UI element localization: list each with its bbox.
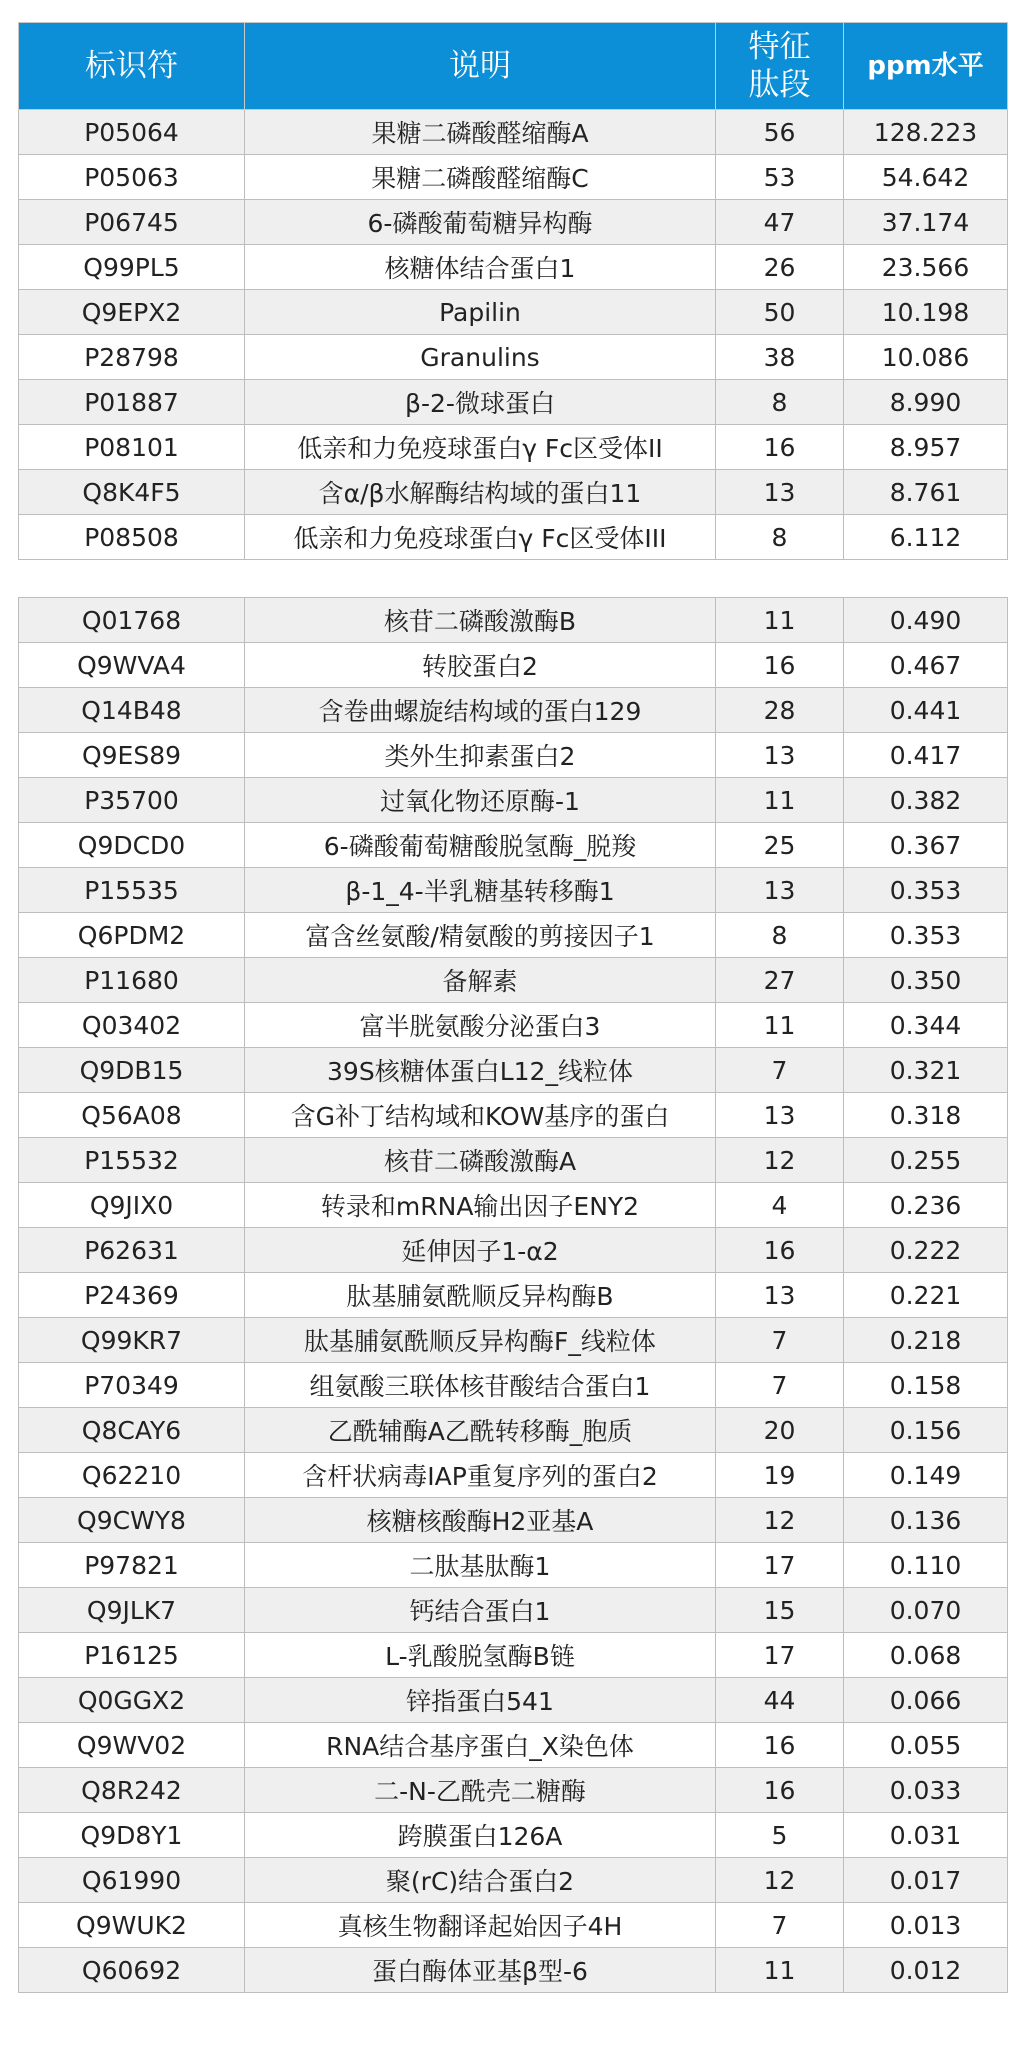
cell-id: Q8K4F5 — [19, 470, 245, 515]
cell-peptides: 53 — [716, 155, 844, 200]
cell-peptides: 16 — [716, 643, 844, 688]
table-row — [19, 245, 1008, 290]
cell-peptides: 13 — [716, 868, 844, 913]
table-row — [19, 1228, 1008, 1273]
table-row — [19, 1768, 1008, 1813]
cell-ppm: 0.382 — [844, 778, 1008, 823]
table-row — [19, 643, 1008, 688]
cell-id: Q03402 — [19, 1003, 245, 1048]
cell-description: 果糖二磷酸醛缩酶C — [245, 155, 716, 200]
cell-id: P24369 — [19, 1273, 245, 1318]
header-ppm: ppm水平 — [844, 23, 1008, 110]
cell-description: 类外生抑素蛋白2 — [245, 733, 716, 778]
cell-ppm: 0.318 — [844, 1093, 1008, 1138]
header-peptides-line1: 特征 — [748, 29, 811, 65]
cell-id: P06745 — [19, 200, 245, 245]
cell-id: P15535 — [19, 868, 245, 913]
table-row — [19, 1363, 1008, 1408]
table-body-bottom — [19, 598, 1008, 1993]
cell-peptides: 11 — [716, 598, 844, 643]
cell-id: P97821 — [19, 1543, 245, 1588]
cell-ppm: 8.761 — [844, 470, 1008, 515]
cell-ppm: 0.031 — [844, 1813, 1008, 1858]
cell-peptides: 12 — [716, 1138, 844, 1183]
cell-id: P62631 — [19, 1228, 245, 1273]
table-row — [19, 778, 1008, 823]
cell-id: Q9JIX0 — [19, 1183, 245, 1228]
cell-description: 真核生物翻译起始因子4H — [245, 1903, 716, 1948]
header-peptides — [716, 23, 844, 110]
cell-id: Q9WV02 — [19, 1723, 245, 1768]
cell-peptides: 16 — [716, 1768, 844, 1813]
cell-ppm: 0.218 — [844, 1318, 1008, 1363]
cell-ppm: 0.344 — [844, 1003, 1008, 1048]
table-row — [19, 1813, 1008, 1858]
cell-id: Q99PL5 — [19, 245, 245, 290]
cell-ppm: 0.441 — [844, 688, 1008, 733]
cell-peptides: 19 — [716, 1453, 844, 1498]
cell-ppm: 0.353 — [844, 913, 1008, 958]
table-row — [19, 1903, 1008, 1948]
cell-id: Q01768 — [19, 598, 245, 643]
cell-description: 乙酰辅酶A乙酰转移酶_胞质 — [245, 1408, 716, 1453]
cell-description: Granulins — [245, 335, 716, 380]
table-row — [19, 913, 1008, 958]
table-row — [19, 1543, 1008, 1588]
cell-peptides: 20 — [716, 1408, 844, 1453]
table-row — [19, 200, 1008, 245]
cell-peptides: 5 — [716, 1813, 844, 1858]
cell-id: Q6PDM2 — [19, 913, 245, 958]
cell-description: 含G补丁结构域和KOW基序的蛋白 — [245, 1093, 716, 1138]
cell-peptides: 13 — [716, 1273, 844, 1318]
cell-ppm: 128.223 — [844, 110, 1008, 155]
table-row — [19, 155, 1008, 200]
cell-description: 核苷二磷酸激酶A — [245, 1138, 716, 1183]
header-peptides-line2: 肽段 — [748, 67, 811, 103]
cell-id: Q14B48 — [19, 688, 245, 733]
cell-ppm: 0.221 — [844, 1273, 1008, 1318]
cell-peptides: 13 — [716, 1093, 844, 1138]
table-body-top — [19, 110, 1008, 560]
cell-description: L-乳酸脱氢酶B链 — [245, 1633, 716, 1678]
cell-description: 6-磷酸葡萄糖酸脱氢酶_脱羧 — [245, 823, 716, 868]
cell-peptides: 7 — [716, 1903, 844, 1948]
cell-peptides: 8 — [716, 515, 844, 560]
table-row — [19, 1858, 1008, 1903]
cell-peptides: 11 — [716, 1003, 844, 1048]
cell-peptides: 47 — [716, 200, 844, 245]
cell-description: RNA结合基序蛋白_X染色体 — [245, 1723, 716, 1768]
table-row — [19, 1048, 1008, 1093]
cell-description: 二肽基肽酶1 — [245, 1543, 716, 1588]
cell-description: 过氧化物还原酶-1 — [245, 778, 716, 823]
cell-ppm: 0.070 — [844, 1588, 1008, 1633]
cell-id: P01887 — [19, 380, 245, 425]
cell-description: Papilin — [245, 290, 716, 335]
cell-description: 果糖二磷酸醛缩酶A — [245, 110, 716, 155]
table-row — [19, 598, 1008, 643]
cell-ppm: 0.321 — [844, 1048, 1008, 1093]
cell-ppm: 0.353 — [844, 868, 1008, 913]
cell-description: 肽基脯氨酰顺反异构酶B — [245, 1273, 716, 1318]
cell-peptides: 11 — [716, 1948, 844, 1993]
cell-ppm: 10.198 — [844, 290, 1008, 335]
table-row — [19, 1003, 1008, 1048]
protein-table-top — [18, 22, 1008, 560]
table-row — [19, 1498, 1008, 1543]
cell-description: 二-N-乙酰壳二糖酶 — [245, 1768, 716, 1813]
cell-id: P28798 — [19, 335, 245, 380]
table-row — [19, 1138, 1008, 1183]
header-id: 标识符 — [19, 23, 245, 110]
cell-id: Q62210 — [19, 1453, 245, 1498]
cell-id: Q56A08 — [19, 1093, 245, 1138]
cell-peptides: 28 — [716, 688, 844, 733]
table-row — [19, 335, 1008, 380]
cell-description: 转录和mRNA输出因子ENY2 — [245, 1183, 716, 1228]
cell-ppm: 0.013 — [844, 1903, 1008, 1948]
cell-peptides: 8 — [716, 380, 844, 425]
cell-description: 富含丝氨酸/精氨酸的剪接因子1 — [245, 913, 716, 958]
cell-peptides: 25 — [716, 823, 844, 868]
cell-id: Q0GGX2 — [19, 1678, 245, 1723]
table-row — [19, 1633, 1008, 1678]
cell-peptides: 26 — [716, 245, 844, 290]
cell-peptides: 27 — [716, 958, 844, 1003]
cell-description: 含卷曲螺旋结构域的蛋白129 — [245, 688, 716, 733]
cell-peptides: 13 — [716, 733, 844, 778]
table-row — [19, 733, 1008, 778]
cell-ppm: 0.158 — [844, 1363, 1008, 1408]
table-row — [19, 1678, 1008, 1723]
cell-id: Q9WVA4 — [19, 643, 245, 688]
table-row — [19, 1408, 1008, 1453]
cell-id: P16125 — [19, 1633, 245, 1678]
table-row — [19, 380, 1008, 425]
cell-ppm: 8.957 — [844, 425, 1008, 470]
cell-peptides: 7 — [716, 1318, 844, 1363]
table-header — [19, 23, 1008, 110]
cell-description: 锌指蛋白541 — [245, 1678, 716, 1723]
cell-ppm: 0.490 — [844, 598, 1008, 643]
cell-description: 低亲和力免疫球蛋白γ Fc区受体II — [245, 425, 716, 470]
cell-description: 含杆状病毒IAP重复序列的蛋白2 — [245, 1453, 716, 1498]
protein-table-bottom — [18, 597, 1008, 1993]
cell-ppm: 23.566 — [844, 245, 1008, 290]
cell-id: P35700 — [19, 778, 245, 823]
table-row — [19, 515, 1008, 560]
table-row — [19, 1723, 1008, 1768]
cell-ppm: 0.236 — [844, 1183, 1008, 1228]
table-row — [19, 470, 1008, 515]
cell-id: Q8CAY6 — [19, 1408, 245, 1453]
table-row — [19, 868, 1008, 913]
cell-description: 钙结合蛋白1 — [245, 1588, 716, 1633]
cell-ppm: 54.642 — [844, 155, 1008, 200]
cell-peptides: 50 — [716, 290, 844, 335]
cell-id: Q9JLK7 — [19, 1588, 245, 1633]
table-row — [19, 1093, 1008, 1138]
cell-peptides: 15 — [716, 1588, 844, 1633]
cell-ppm: 6.112 — [844, 515, 1008, 560]
cell-ppm: 0.417 — [844, 733, 1008, 778]
cell-peptides: 38 — [716, 335, 844, 380]
cell-peptides: 11 — [716, 778, 844, 823]
cell-description: β-2-微球蛋白 — [245, 380, 716, 425]
cell-ppm: 0.149 — [844, 1453, 1008, 1498]
cell-ppm: 0.068 — [844, 1633, 1008, 1678]
cell-description: 延伸因子1-α2 — [245, 1228, 716, 1273]
cell-description: 肽基脯氨酰顺反异构酶F_线粒体 — [245, 1318, 716, 1363]
cell-id: Q60692 — [19, 1948, 245, 1993]
table-row — [19, 1183, 1008, 1228]
cell-id: Q9ES89 — [19, 733, 245, 778]
cell-peptides: 7 — [716, 1363, 844, 1408]
cell-description: 跨膜蛋白126A — [245, 1813, 716, 1858]
cell-id: Q99KR7 — [19, 1318, 245, 1363]
cell-description: 组氨酸三联体核苷酸结合蛋白1 — [245, 1363, 716, 1408]
cell-peptides: 8 — [716, 913, 844, 958]
cell-id: Q9DB15 — [19, 1048, 245, 1093]
cell-description: 6-磷酸葡萄糖异构酶 — [245, 200, 716, 245]
cell-id: Q9D8Y1 — [19, 1813, 245, 1858]
header-description: 说明 — [245, 23, 716, 110]
cell-peptides: 17 — [716, 1543, 844, 1588]
cell-peptides: 44 — [716, 1678, 844, 1723]
table-row — [19, 958, 1008, 1003]
cell-id: P70349 — [19, 1363, 245, 1408]
cell-peptides: 56 — [716, 110, 844, 155]
cell-ppm: 0.156 — [844, 1408, 1008, 1453]
cell-peptides: 12 — [716, 1858, 844, 1903]
table-row — [19, 1318, 1008, 1363]
cell-peptides: 17 — [716, 1633, 844, 1678]
cell-peptides: 4 — [716, 1183, 844, 1228]
table-row — [19, 1453, 1008, 1498]
cell-peptides: 16 — [716, 425, 844, 470]
cell-peptides: 7 — [716, 1048, 844, 1093]
cell-ppm: 0.255 — [844, 1138, 1008, 1183]
cell-ppm: 0.055 — [844, 1723, 1008, 1768]
cell-peptides: 13 — [716, 470, 844, 515]
cell-ppm: 0.012 — [844, 1948, 1008, 1993]
cell-id: Q9DCD0 — [19, 823, 245, 868]
cell-id: Q9EPX2 — [19, 290, 245, 335]
cell-description: 富半胱氨酸分泌蛋白3 — [245, 1003, 716, 1048]
cell-ppm: 0.136 — [844, 1498, 1008, 1543]
cell-id: Q61990 — [19, 1858, 245, 1903]
cell-description: 核苷二磷酸激酶B — [245, 598, 716, 643]
cell-description: 聚(rC)结合蛋白2 — [245, 1858, 716, 1903]
table-row — [19, 425, 1008, 470]
cell-id: Q9CWY8 — [19, 1498, 245, 1543]
cell-description: 含α/β水解酶结构域的蛋白11 — [245, 470, 716, 515]
cell-description: 39S核糖体蛋白L12_线粒体 — [245, 1048, 716, 1093]
table-row — [19, 1273, 1008, 1318]
cell-description: 核糖核酸酶H2亚基A — [245, 1498, 716, 1543]
table-row — [19, 290, 1008, 335]
cell-ppm: 10.086 — [844, 335, 1008, 380]
cell-peptides: 12 — [716, 1498, 844, 1543]
cell-ppm: 0.367 — [844, 823, 1008, 868]
cell-description: β-1_4-半乳糖基转移酶1 — [245, 868, 716, 913]
table-row — [19, 823, 1008, 868]
cell-peptides: 16 — [716, 1723, 844, 1768]
cell-id: P08101 — [19, 425, 245, 470]
cell-description: 核糖体结合蛋白1 — [245, 245, 716, 290]
cell-id: P05064 — [19, 110, 245, 155]
cell-ppm: 0.110 — [844, 1543, 1008, 1588]
table-row — [19, 110, 1008, 155]
table-row — [19, 688, 1008, 733]
cell-description: 蛋白酶体亚基β型-6 — [245, 1948, 716, 1993]
cell-id: Q8R242 — [19, 1768, 245, 1813]
cell-peptides: 16 — [716, 1228, 844, 1273]
cell-ppm: 0.222 — [844, 1228, 1008, 1273]
cell-ppm: 0.033 — [844, 1768, 1008, 1813]
cell-ppm: 0.467 — [844, 643, 1008, 688]
cell-ppm: 8.990 — [844, 380, 1008, 425]
cell-description: 备解素 — [245, 958, 716, 1003]
cell-ppm: 0.066 — [844, 1678, 1008, 1723]
cell-ppm: 37.174 — [844, 200, 1008, 245]
cell-id: Q9WUK2 — [19, 1903, 245, 1948]
cell-id: P08508 — [19, 515, 245, 560]
table-row — [19, 1588, 1008, 1633]
cell-id: P15532 — [19, 1138, 245, 1183]
cell-id: P05063 — [19, 155, 245, 200]
cell-id: P11680 — [19, 958, 245, 1003]
cell-ppm: 0.350 — [844, 958, 1008, 1003]
cell-description: 转胶蛋白2 — [245, 643, 716, 688]
table-row — [19, 1948, 1008, 1993]
header-row — [19, 23, 1008, 110]
cell-description: 低亲和力免疫球蛋白γ Fc区受体III — [245, 515, 716, 560]
cell-ppm: 0.017 — [844, 1858, 1008, 1903]
